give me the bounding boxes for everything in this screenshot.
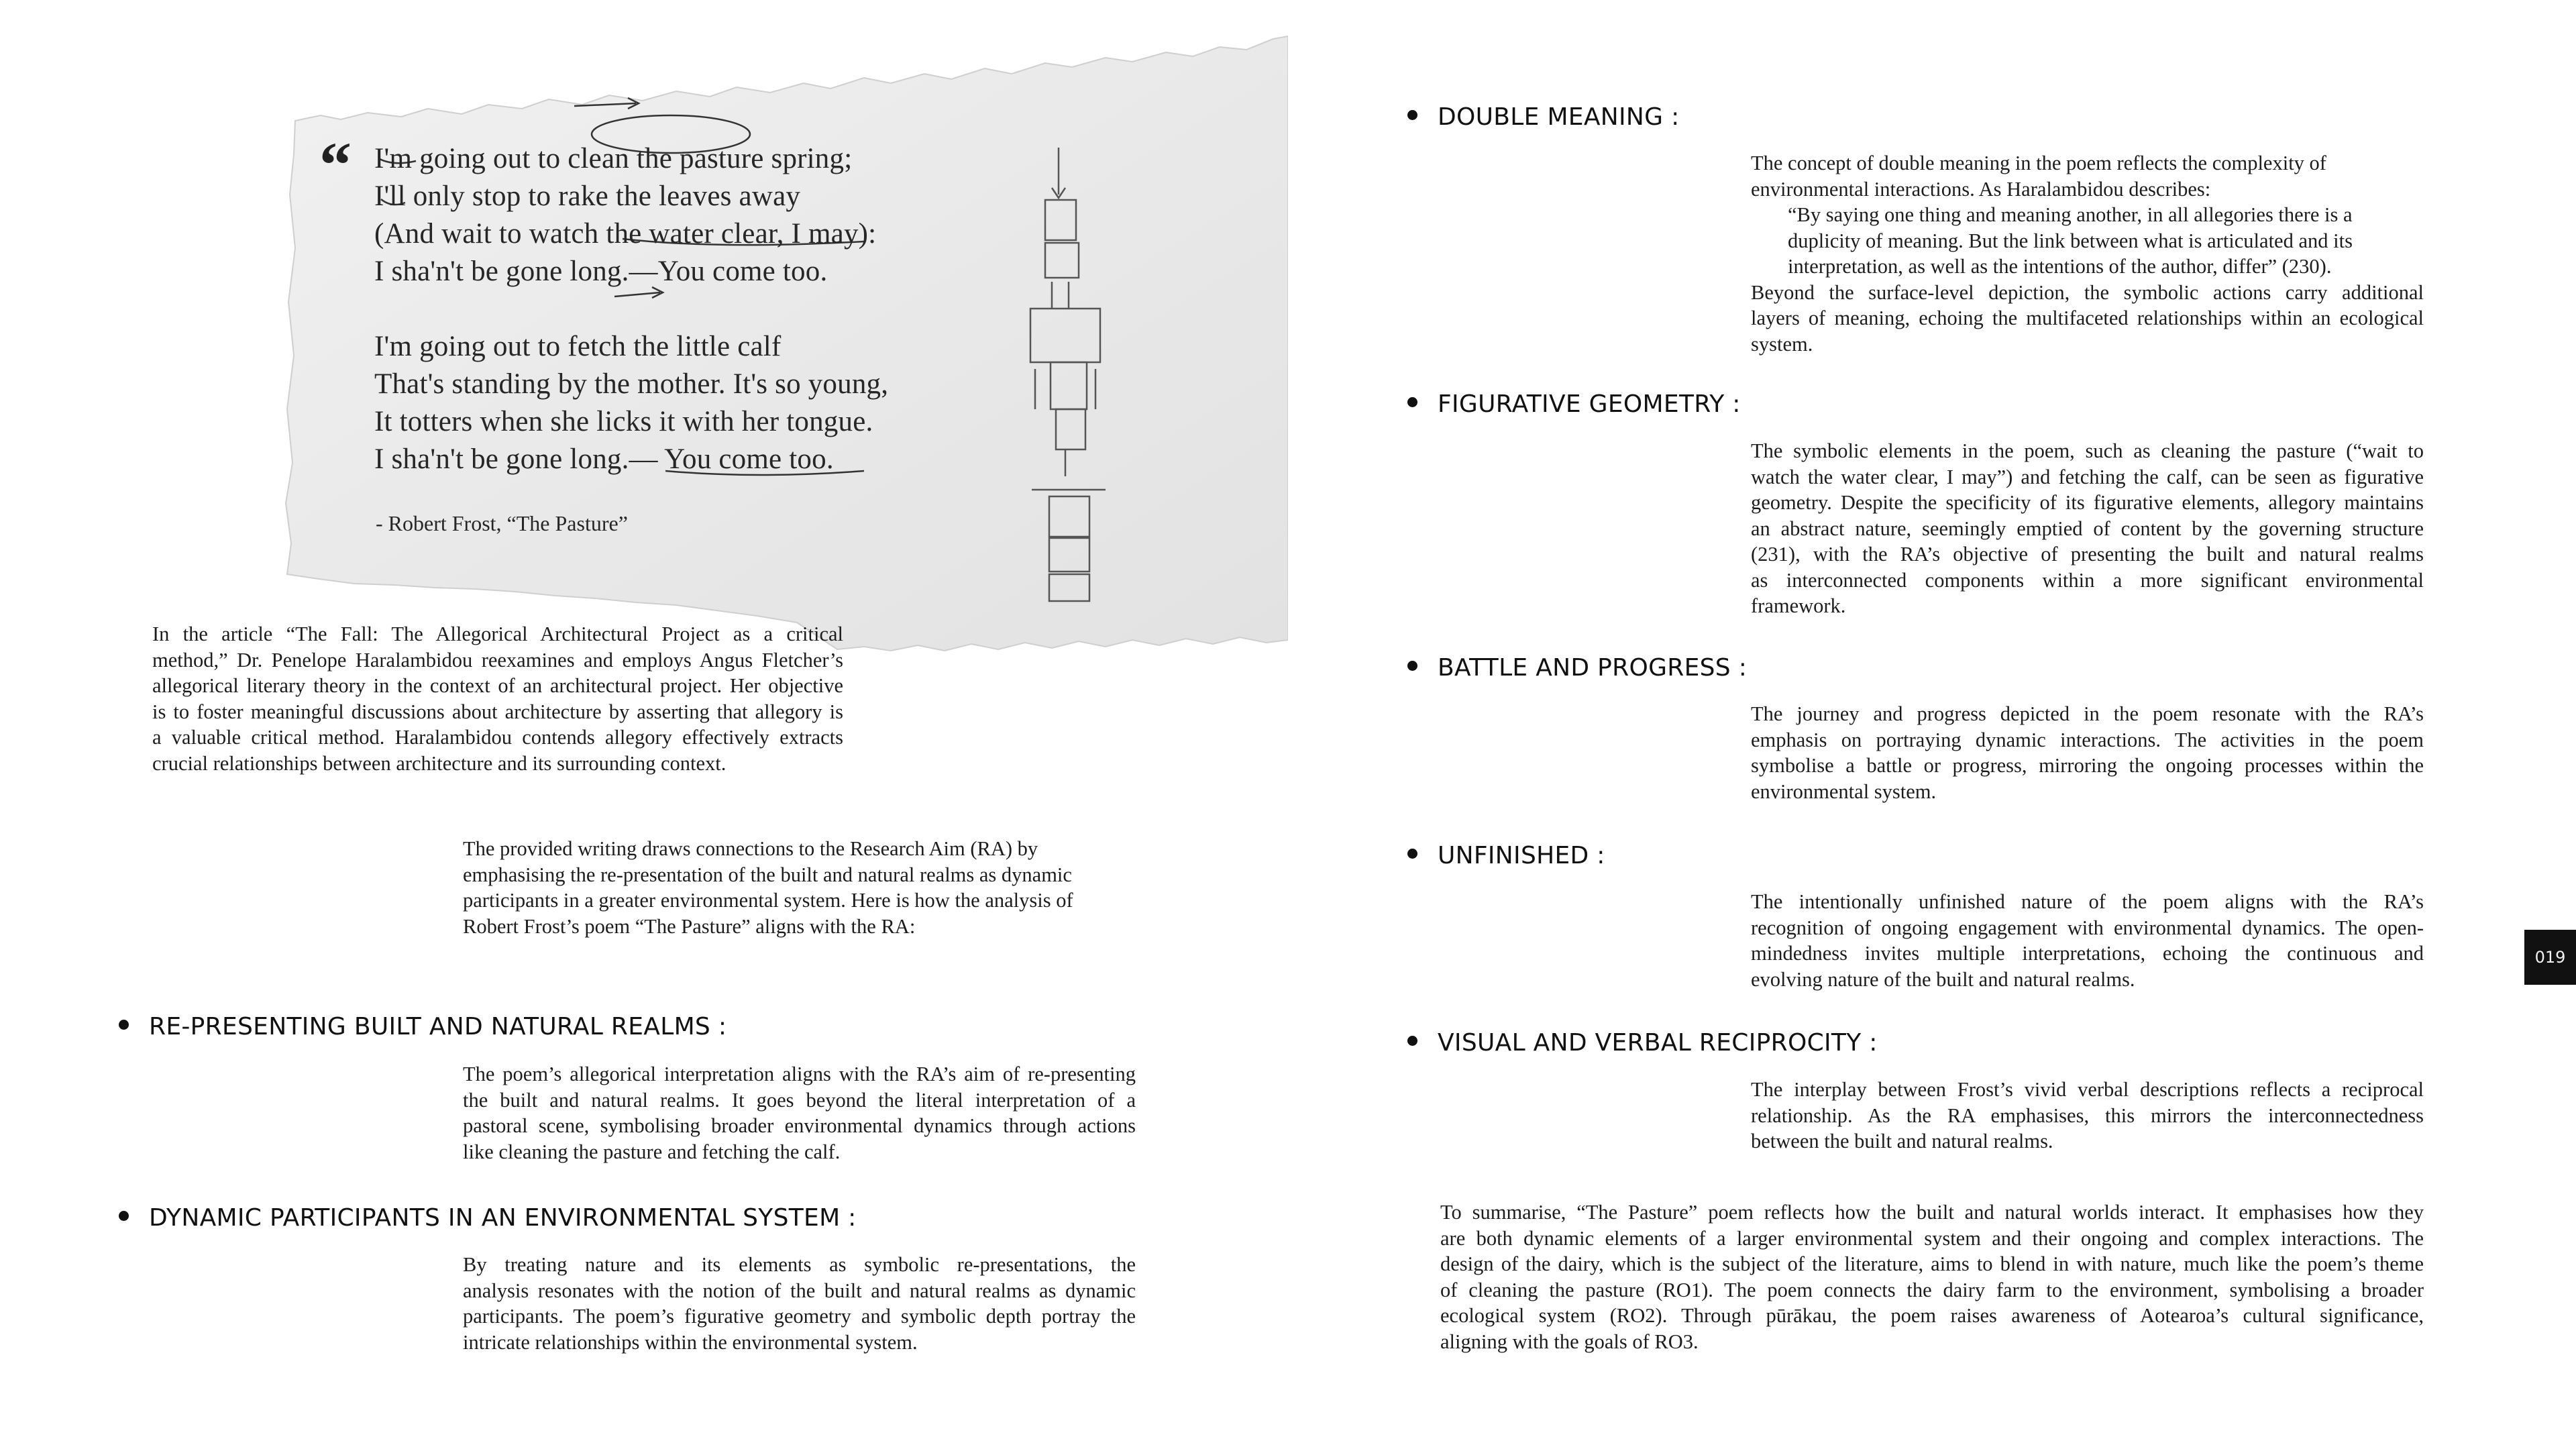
heading-unfinished	[1438, 842, 1605, 869]
paragraph-line: watch the water clear, I may”) and fetching the calf, can be seen as figurative	[1751, 465, 2424, 488]
poem-stanza2-line4: I sha'n't be gone long.— You come too.	[374, 443, 834, 475]
paragraph-line: Beyond the surface-level depiction, the symbolic actions carry additional	[1751, 280, 2424, 304]
intro-line: In the article “The Fall: The Allegorical Architectural Project as a critical	[152, 623, 843, 645]
bullet-dot	[1407, 661, 1417, 671]
paragraph-line: intricate relationships within the environmental system.	[463, 1330, 918, 1354]
intro-line: a valuable critical method. Haralambidou contends allegory effectively extracts	[152, 726, 843, 749]
poem-stanza1-line2: I'll only stop to rake the leaves away	[374, 180, 801, 212]
reciprocity-paragraph	[1751, 1077, 2424, 1155]
paragraph-line: The symbolic elements in the poem, such as cleaning the pasture (“wait to	[1751, 439, 2424, 462]
ra-paragraph-line: emphasising the re-presentation of the built and natural realms as dynamic	[463, 863, 1072, 886]
heading-text: DYNAMIC PARTICIPANTS IN AN ENVIRONMENTAL SYSTEM :	[149, 1204, 857, 1232]
re-presenting-paragraph	[463, 1061, 1136, 1165]
heading-text: RE-PRESENTING BUILT AND NATURAL REALMS :	[149, 1013, 727, 1040]
poem-stanza1-line1: I'm going out to clean the pasture spring;	[374, 143, 853, 174]
heading-re-presenting-realms	[149, 1013, 727, 1040]
bullet-dot	[119, 1020, 129, 1030]
intro-line: crucial relationships between architecture and its surrounding context.	[152, 751, 727, 775]
heading-dynamic-participants	[149, 1204, 857, 1232]
page-number-tab	[2524, 930, 2576, 985]
bullet-dot	[1407, 1036, 1417, 1046]
heading-figurative-geometry	[1438, 390, 1741, 418]
summary-line: ecological system (RO2). Through pūrākau, the poem raises awareness of Aotearoa’s cultural significance,	[1440, 1304, 2424, 1327]
heading-text: DOUBLE MEANING :	[1438, 103, 1680, 131]
battle-progress-paragraph	[1751, 701, 2424, 804]
paragraph-line: The journey and progress depicted in the poem resonate with the RA’s	[1751, 702, 2424, 725]
bullet-dot	[1407, 397, 1417, 407]
ra-paragraph-line: The provided writing draws connections to the Research Aim (RA) by	[463, 837, 1038, 860]
paragraph-line: an abstract nature, seemingly emptied of content by the governing structure	[1751, 517, 2424, 540]
poem-stanza1-line4: I sha'n't be gone long.—You come too.	[374, 256, 828, 287]
intro-line: allegorical literary theory in the context of an architectural project. Her objective	[152, 674, 843, 697]
paragraph-line: relationship. As the RA emphasises, this mirrors the interconnectedness	[1751, 1104, 2424, 1127]
ra-paragraph-line: Robert Frost’s poem “The Pasture” aligns with the RA:	[463, 914, 916, 938]
paragraph-line: pastoral scene, symbolising broader environmental dynamics through actions	[463, 1114, 1136, 1137]
paragraph-line: By treating nature and its elements as symbolic re-presentations, the	[463, 1253, 1136, 1276]
paragraph-line: symbolise a battle or progress, mirroring the ongoing processes within the	[1751, 754, 2424, 777]
paragraph-line: system.	[1751, 332, 1813, 356]
summary-line: aligning with the goals of RO3.	[1440, 1330, 1699, 1353]
heading-text: UNFINISHED :	[1438, 842, 1605, 869]
bullet-dot	[1407, 110, 1417, 120]
heading-text: FIGURATIVE GEOMETRY :	[1438, 390, 1741, 418]
paragraph-line: participants. The poem’s figurative geometry and symbolic depth portray the	[463, 1305, 1136, 1328]
ra-paragraph-line: participants in a greater environmental system. Here is how the analysis of	[463, 889, 1073, 912]
intro-paragraph	[152, 621, 843, 776]
summary-line: of cleaning the pasture (RO1). The poem connects the dairy farm to the environment, symbolising a broader	[1440, 1278, 2424, 1301]
double-meaning-paragraph	[1751, 150, 2424, 357]
poem-stanza2-line2: That's standing by the mother. It's so young,	[374, 368, 889, 400]
paragraph-line: evolving nature of the built and natural realms.	[1751, 967, 2135, 991]
unfinished-paragraph	[1751, 889, 2424, 992]
paragraph-line: environmental system.	[1751, 780, 1937, 803]
paragraph-line: between the built and natural realms.	[1751, 1130, 2053, 1152]
summary-line: To summarise, “The Pasture” poem reflects how the built and natural worlds interact. It emphasises how they	[1440, 1201, 2424, 1224]
paragraph-line: analysis resonates with the notion of the built and natural realms as dynamic	[463, 1279, 1136, 1302]
ra-connection-paragraph	[463, 836, 1114, 939]
poem-credit: - Robert Frost, “The Pasture”	[376, 511, 628, 535]
poem-stanza2-line3: It totters when she licks it with her tongue.	[374, 406, 873, 437]
heading-double-meaning	[1438, 103, 1680, 131]
poem-stanza1-line3: (And wait to watch the water clear, I may):	[374, 218, 877, 250]
intro-line: method,” Dr. Penelope Haralambidou reexamines and employs Angus Fletcher’s	[152, 648, 843, 672]
bullet-dot	[1407, 849, 1417, 859]
dynamic-participants-paragraph	[463, 1252, 1136, 1355]
paragraph-line: mindedness invites multiple interpretations, echoing the continuous and	[1751, 942, 2424, 965]
paragraph-line: emphasis on portraying dynamic interactions. The activities in the poem	[1751, 728, 2424, 751]
page-number: 019	[2534, 948, 2566, 967]
paragraph-line: The interplay between Frost’s vivid verbal descriptions reflects a reciprocal	[1751, 1078, 2424, 1101]
paragraph-line: recognition of ongoing engagement with environmental dynamics. The open-	[1751, 916, 2424, 939]
heading-battle-and-progress	[1438, 654, 1747, 682]
poem-stanza2-line1: I'm going out to fetch the little calf	[374, 331, 782, 362]
opening-quote-mark: “	[319, 129, 352, 201]
paragraph-line: environmental interactions. As Haralambidou describes:	[1751, 177, 2211, 201]
paragraph-line: The poem’s allegorical interpretation aligns with the RA’s aim of re-presenting	[463, 1063, 1136, 1085]
heading-visual-verbal-reciprocity	[1438, 1029, 1878, 1057]
heading-text: VISUAL AND VERBAL RECIPROCITY :	[1438, 1029, 1878, 1057]
paragraph-line: as interconnected components within a more significant environmental	[1751, 568, 2424, 592]
paragraph-line: framework.	[1751, 594, 1846, 617]
paragraph-line: The concept of double meaning in the poem reflects the complexity of	[1751, 152, 2326, 174]
paragraph-line: the built and natural realms. It goes beyond the literal interpretation of a	[463, 1088, 1136, 1112]
paragraph-line: (231), with the RA’s objective of presenting the built and natural realms	[1751, 543, 2424, 566]
summary-paragraph	[1440, 1199, 2424, 1354]
paragraph-line: layers of meaning, echoing the multifaceted relationships within an ecological	[1751, 307, 2424, 329]
intro-line: is to foster meaningful discussions about architecture by asserting that allegory is	[152, 700, 843, 723]
heading-text: BATTLE AND PROGRESS :	[1438, 654, 1748, 682]
paragraph-line: like cleaning the pasture and fetching the calf.	[463, 1140, 841, 1163]
figurative-geometry-paragraph	[1751, 438, 2424, 619]
torn-paper-poem-image	[247, 34, 1288, 652]
summary-line: design of the dairy, which is the subject of the literature, aims to blend in with nature, much like the poem’s theme	[1440, 1252, 2424, 1275]
haralambidou-quote-line: interpretation, as well as the intentions of the author, differ” (230).	[1788, 255, 2332, 278]
paragraph-line: geometry. Despite the specificity of its figurative elements, allegory maintains	[1751, 491, 2424, 514]
haralambidou-quote-line: duplicity of meaning. But the link between what is articulated and its	[1788, 229, 2353, 252]
summary-line: are both dynamic elements of a larger environmental system and their ongoing and complex interactions. The	[1440, 1226, 2424, 1250]
haralambidou-quote-line: “By saying one thing and meaning another, in all allegories there is a	[1788, 203, 2353, 226]
paragraph-line: The intentionally unfinished nature of the poem aligns with the RA’s	[1751, 890, 2424, 913]
bullet-dot	[119, 1211, 129, 1221]
